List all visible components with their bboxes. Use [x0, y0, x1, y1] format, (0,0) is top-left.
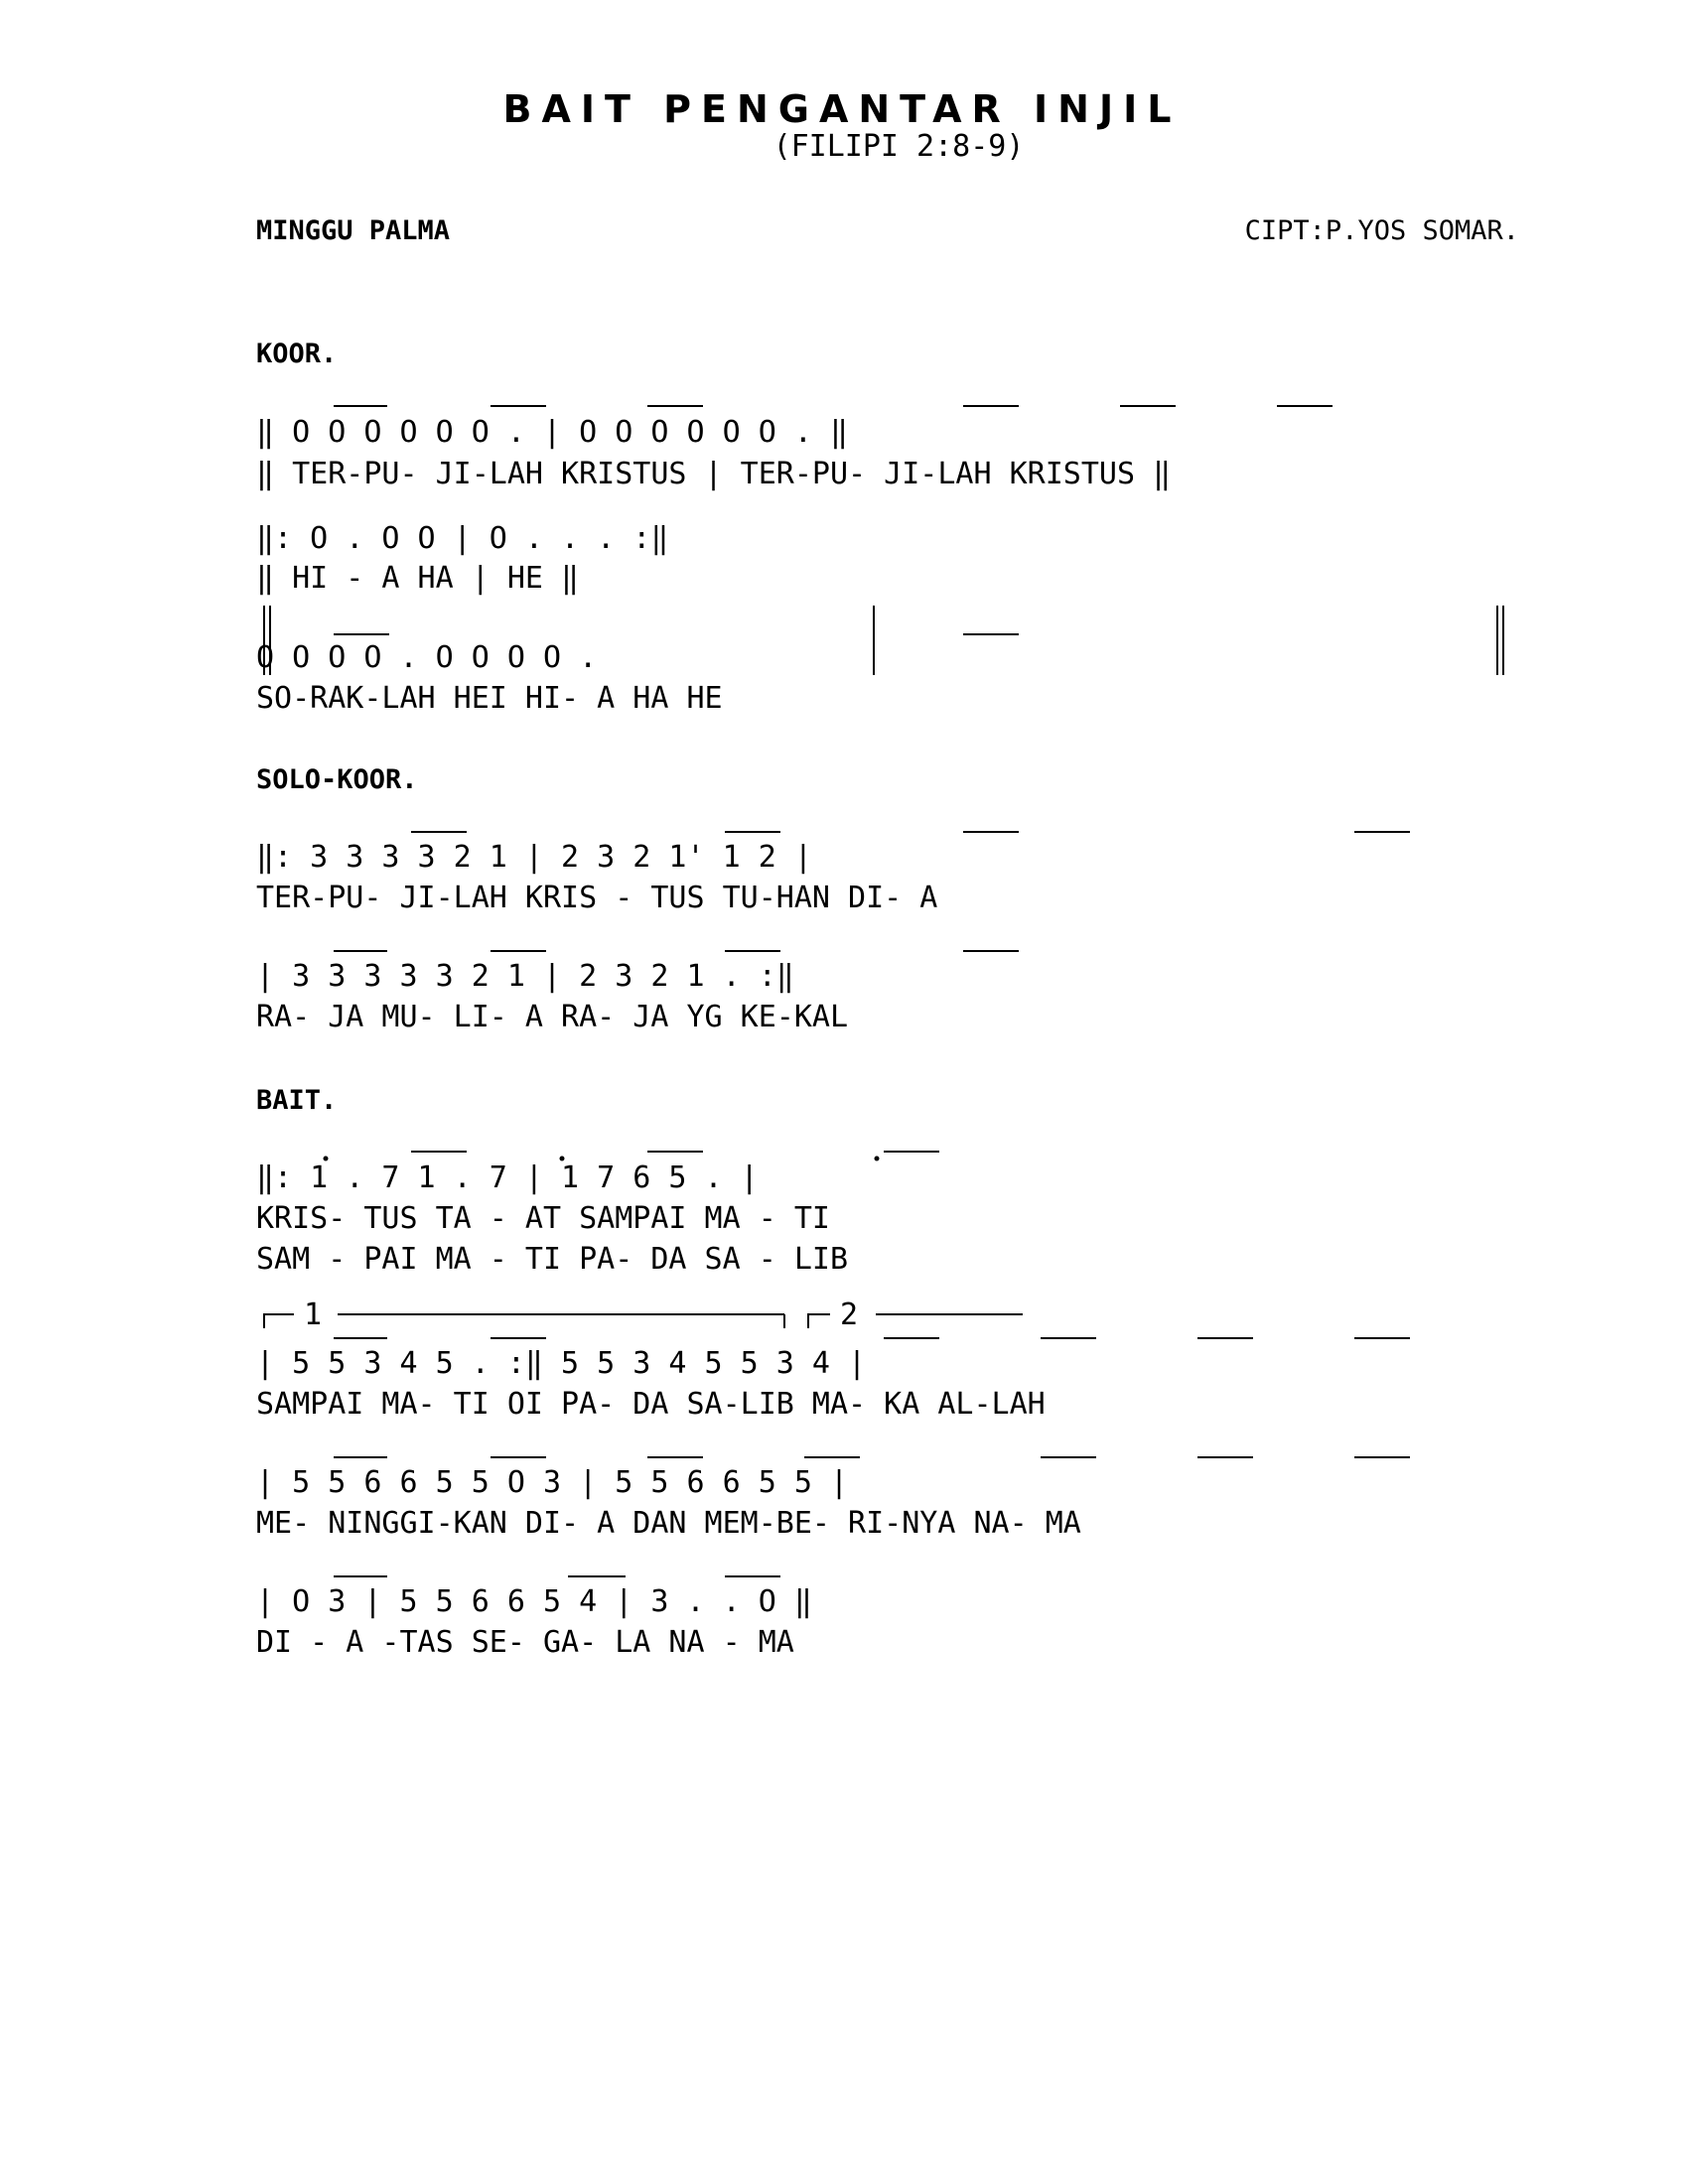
- solo-lyrics-row-1: TER-PU- JI-LAH KRIS - TUS TU-HAN DI- A: [256, 881, 938, 915]
- koor-lyrics-row-3: SO-RAK-LAH HEI HI- A HA HE: [256, 681, 723, 716]
- scripture-reference: (FILIPI 2:8-9): [772, 129, 1025, 164]
- section-koor-label: KOOR.: [256, 339, 338, 369]
- section-solo-koor-label: SOLO-KOOR.: [256, 764, 418, 795]
- section-bait-label: BAIT.: [256, 1085, 338, 1116]
- volta-1-bracket: [264, 1314, 294, 1328]
- bait-lyrics-row-2: SAMPAI MA- TI OI PA- DA SA-LIB MA- KA AL-LAH: [256, 1387, 1046, 1422]
- occasion-label: MINGGU PALMA: [256, 215, 451, 246]
- bait-lyrics-row-1a: KRIS- TUS TA - AT SAMPAI MA - TI: [256, 1201, 830, 1236]
- volta-2-bracket: [808, 1314, 830, 1328]
- solo-notes-row-2: | 3 3 3 3 3 2 1 | 2 3 2 1 . :‖: [256, 959, 794, 994]
- page-title: BAIT PENGANTAR INJIL: [502, 87, 1182, 131]
- koor-lyrics-row-1: ‖ TER-PU- JI-LAH KRISTUS | TER-PU- JI-LAH KRISTUS ‖: [256, 457, 1172, 491]
- bait-lyrics-row-1b: SAM - PAI MA - TI PA- DA SA - LIB: [256, 1242, 849, 1277]
- solo-notes-row-1: ‖: 3 3 3 3 2 1 | 2 3 2 1' 1 2 |: [256, 840, 812, 875]
- bait-lyrics-row-3: ME- NINGGI-KAN DI- A DAN MEM-BE- RI-NYA NA- MA: [256, 1506, 1081, 1541]
- bait-lyrics-row-4: DI - A -TAS SE- GA- LA NA - MA: [256, 1625, 794, 1660]
- koor-notes-row-1: ‖ O O O O O O . | O O O O O O . ‖: [256, 415, 849, 450]
- koor-notes-row-2: ‖: O . O O | O . . . :‖: [256, 521, 669, 556]
- koor-lyrics-row-2: ‖ HI - A HA | HE ‖: [256, 561, 580, 596]
- octave-dot: [875, 1157, 880, 1161]
- bait-notes-row-2: | 5 5 3 4 5 . :‖ 5 5 3 4 5 5 3 4 |: [256, 1346, 867, 1381]
- bait-notes-row-1: ‖: 1 . 7 1 . 7 | 1 7 6 5 . |: [256, 1160, 759, 1195]
- solo-lyrics-row-2: RA- JA MU- LI- A RA- JA YG KE-KAL: [256, 1000, 849, 1034]
- volta-2-label: 2: [840, 1297, 859, 1332]
- bait-notes-row-4: | O 3 | 5 5 6 6 5 4 | 3 . . O ‖: [256, 1584, 812, 1619]
- composer-label: CIPT:P.YOS SOMAR.: [1244, 215, 1519, 246]
- volta-1-label: 1: [304, 1297, 323, 1332]
- koor-notes-row-3: O O O O . O O O O .: [256, 640, 598, 675]
- bait-notes-row-3: | 5 5 6 6 5 5 O 3 | 5 5 6 6 5 5 |: [256, 1465, 849, 1500]
